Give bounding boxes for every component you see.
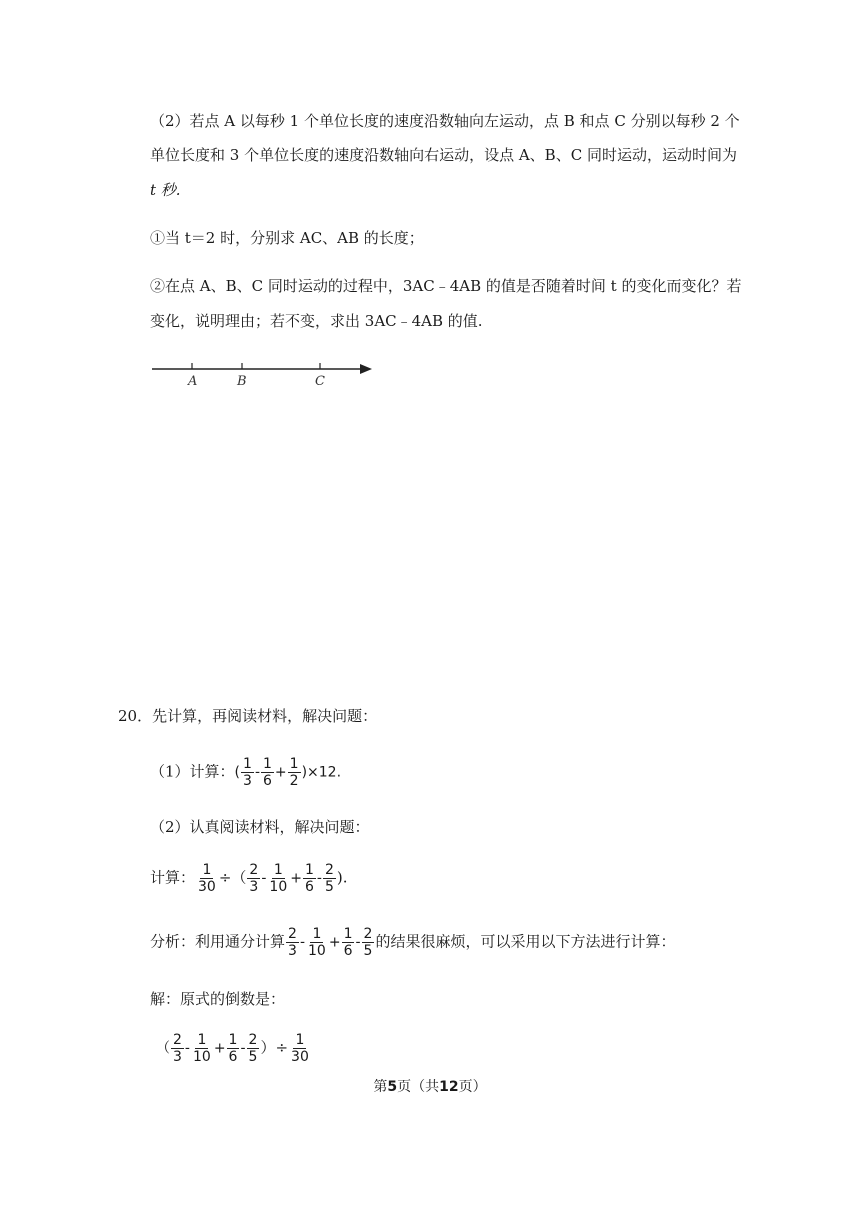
fraction-1-30: $\frac{1}{30}$: [198, 862, 216, 895]
fraction-1-6: $\frac{1}{6}$: [263, 756, 272, 789]
q20-solution: 解：原式的倒数是：: [150, 990, 286, 1008]
q20-calc: 计算： $\frac{1}{30}$ ÷（ $\frac{2}{3}$ - $\frac{1}{10}$ + $\frac{1}{6}$ - $\frac{2}{5}$ ).: [150, 862, 348, 895]
fraction-2-3: $\frac{2}{3}$: [173, 1032, 182, 1065]
part2-question1: ①当 t＝2 时，分别求 AC、AB 的长度；: [150, 229, 424, 247]
part2-line1: （2）若点 A 以每秒 1 个单位长度的速度沿数轴向左运动，点 B 和点 C 分别以每秒 2 个: [150, 112, 740, 130]
fraction-1-3: $\frac{1}{3}$: [243, 756, 252, 789]
q20-part1: （1）计算：( $\frac{1}{3}$ - $\frac{1}{6}$ + $\frac{1}{2}$ )×12.: [150, 756, 342, 789]
fraction-2-5: $\frac{2}{5}$: [363, 926, 373, 959]
q20-reciprocal-suffix: ）÷: [260, 1038, 289, 1057]
fraction-1-30: $\frac{1}{30}$: [291, 1032, 309, 1065]
part2-line2: 单位长度和 3 个单位长度的速度沿数轴向右运动，设点 A、B、C 同时运动，运动时间为: [150, 146, 737, 164]
label-b: B: [237, 374, 247, 389]
q20-part1-suffix: )×12.: [301, 764, 342, 781]
number-line-arrow-icon: [360, 364, 372, 374]
q20-analysis-prefix: 分析：利用通分计算: [150, 932, 286, 951]
page-total: 12: [439, 1079, 459, 1095]
q20-part2: （2）认真阅读材料，解决问题：: [150, 818, 370, 836]
q20-calc-suffix: ).: [336, 868, 348, 887]
page-number: 5: [387, 1079, 398, 1095]
q20-title: 20．先计算，再阅读材料，解决问题：: [118, 707, 378, 725]
q20-analysis-suffix: 的结果很麻烦，可以采用以下方法进行计算：: [375, 932, 676, 951]
fraction-1-10: $\frac{1}{10}$: [308, 926, 326, 959]
q20-analysis: 分析：利用通分计算 $\frac{2}{3}$ - $\frac{1}{10}$ + $\frac{1}{6}$ - $\frac{2}{5}$ 的结果很麻烦，可以采用以下方法进行计算：: [150, 926, 676, 959]
q20-calc-div: ÷（: [218, 868, 247, 887]
fraction-1-6: $\frac{1}{6}$: [228, 1032, 238, 1065]
page-footer: 第5页（共12页）: [373, 1079, 487, 1095]
fraction-1-6: $\frac{1}{6}$: [304, 862, 314, 895]
fraction-1-10: $\frac{1}{10}$: [269, 862, 288, 895]
q20-part1-prefix: （1）计算：: [150, 762, 235, 781]
label-a: A: [188, 374, 198, 389]
fraction-1-6: $\frac{1}{6}$: [343, 926, 353, 959]
fraction-2-3: $\frac{2}{3}$: [288, 926, 297, 959]
q20-calc-prefix: 计算：: [150, 868, 196, 887]
fraction-2-5: $\frac{2}{5}$: [248, 1032, 258, 1065]
fraction-1-10: $\frac{1}{10}$: [192, 1032, 211, 1065]
fraction-2-3: $\frac{2}{3}$: [249, 862, 259, 895]
fraction-2-5: $\frac{2}{5}$: [324, 862, 334, 895]
part2-question2-line1: ②在点 A、B、C 同时运动的过程中，3AC﹣4AB 的值是否随着时间 t 的变化而变化？若: [150, 277, 742, 295]
part2-line3: t 秒.: [150, 181, 181, 199]
number-line-diagram: [148, 358, 378, 390]
fraction-1-2: $\frac{1}{2}$: [289, 756, 299, 789]
label-c: C: [315, 374, 325, 389]
part2-question2-line2: 变化，说明理由；若不变，求出 3AC﹣4AB 的值.: [150, 312, 483, 330]
q20-reciprocal: （ $\frac{2}{3}$ - $\frac{1}{10}$ + $\frac{1}{6}$ - $\frac{2}{5}$ ）÷ $\frac{1}{30}$: [156, 1032, 309, 1065]
